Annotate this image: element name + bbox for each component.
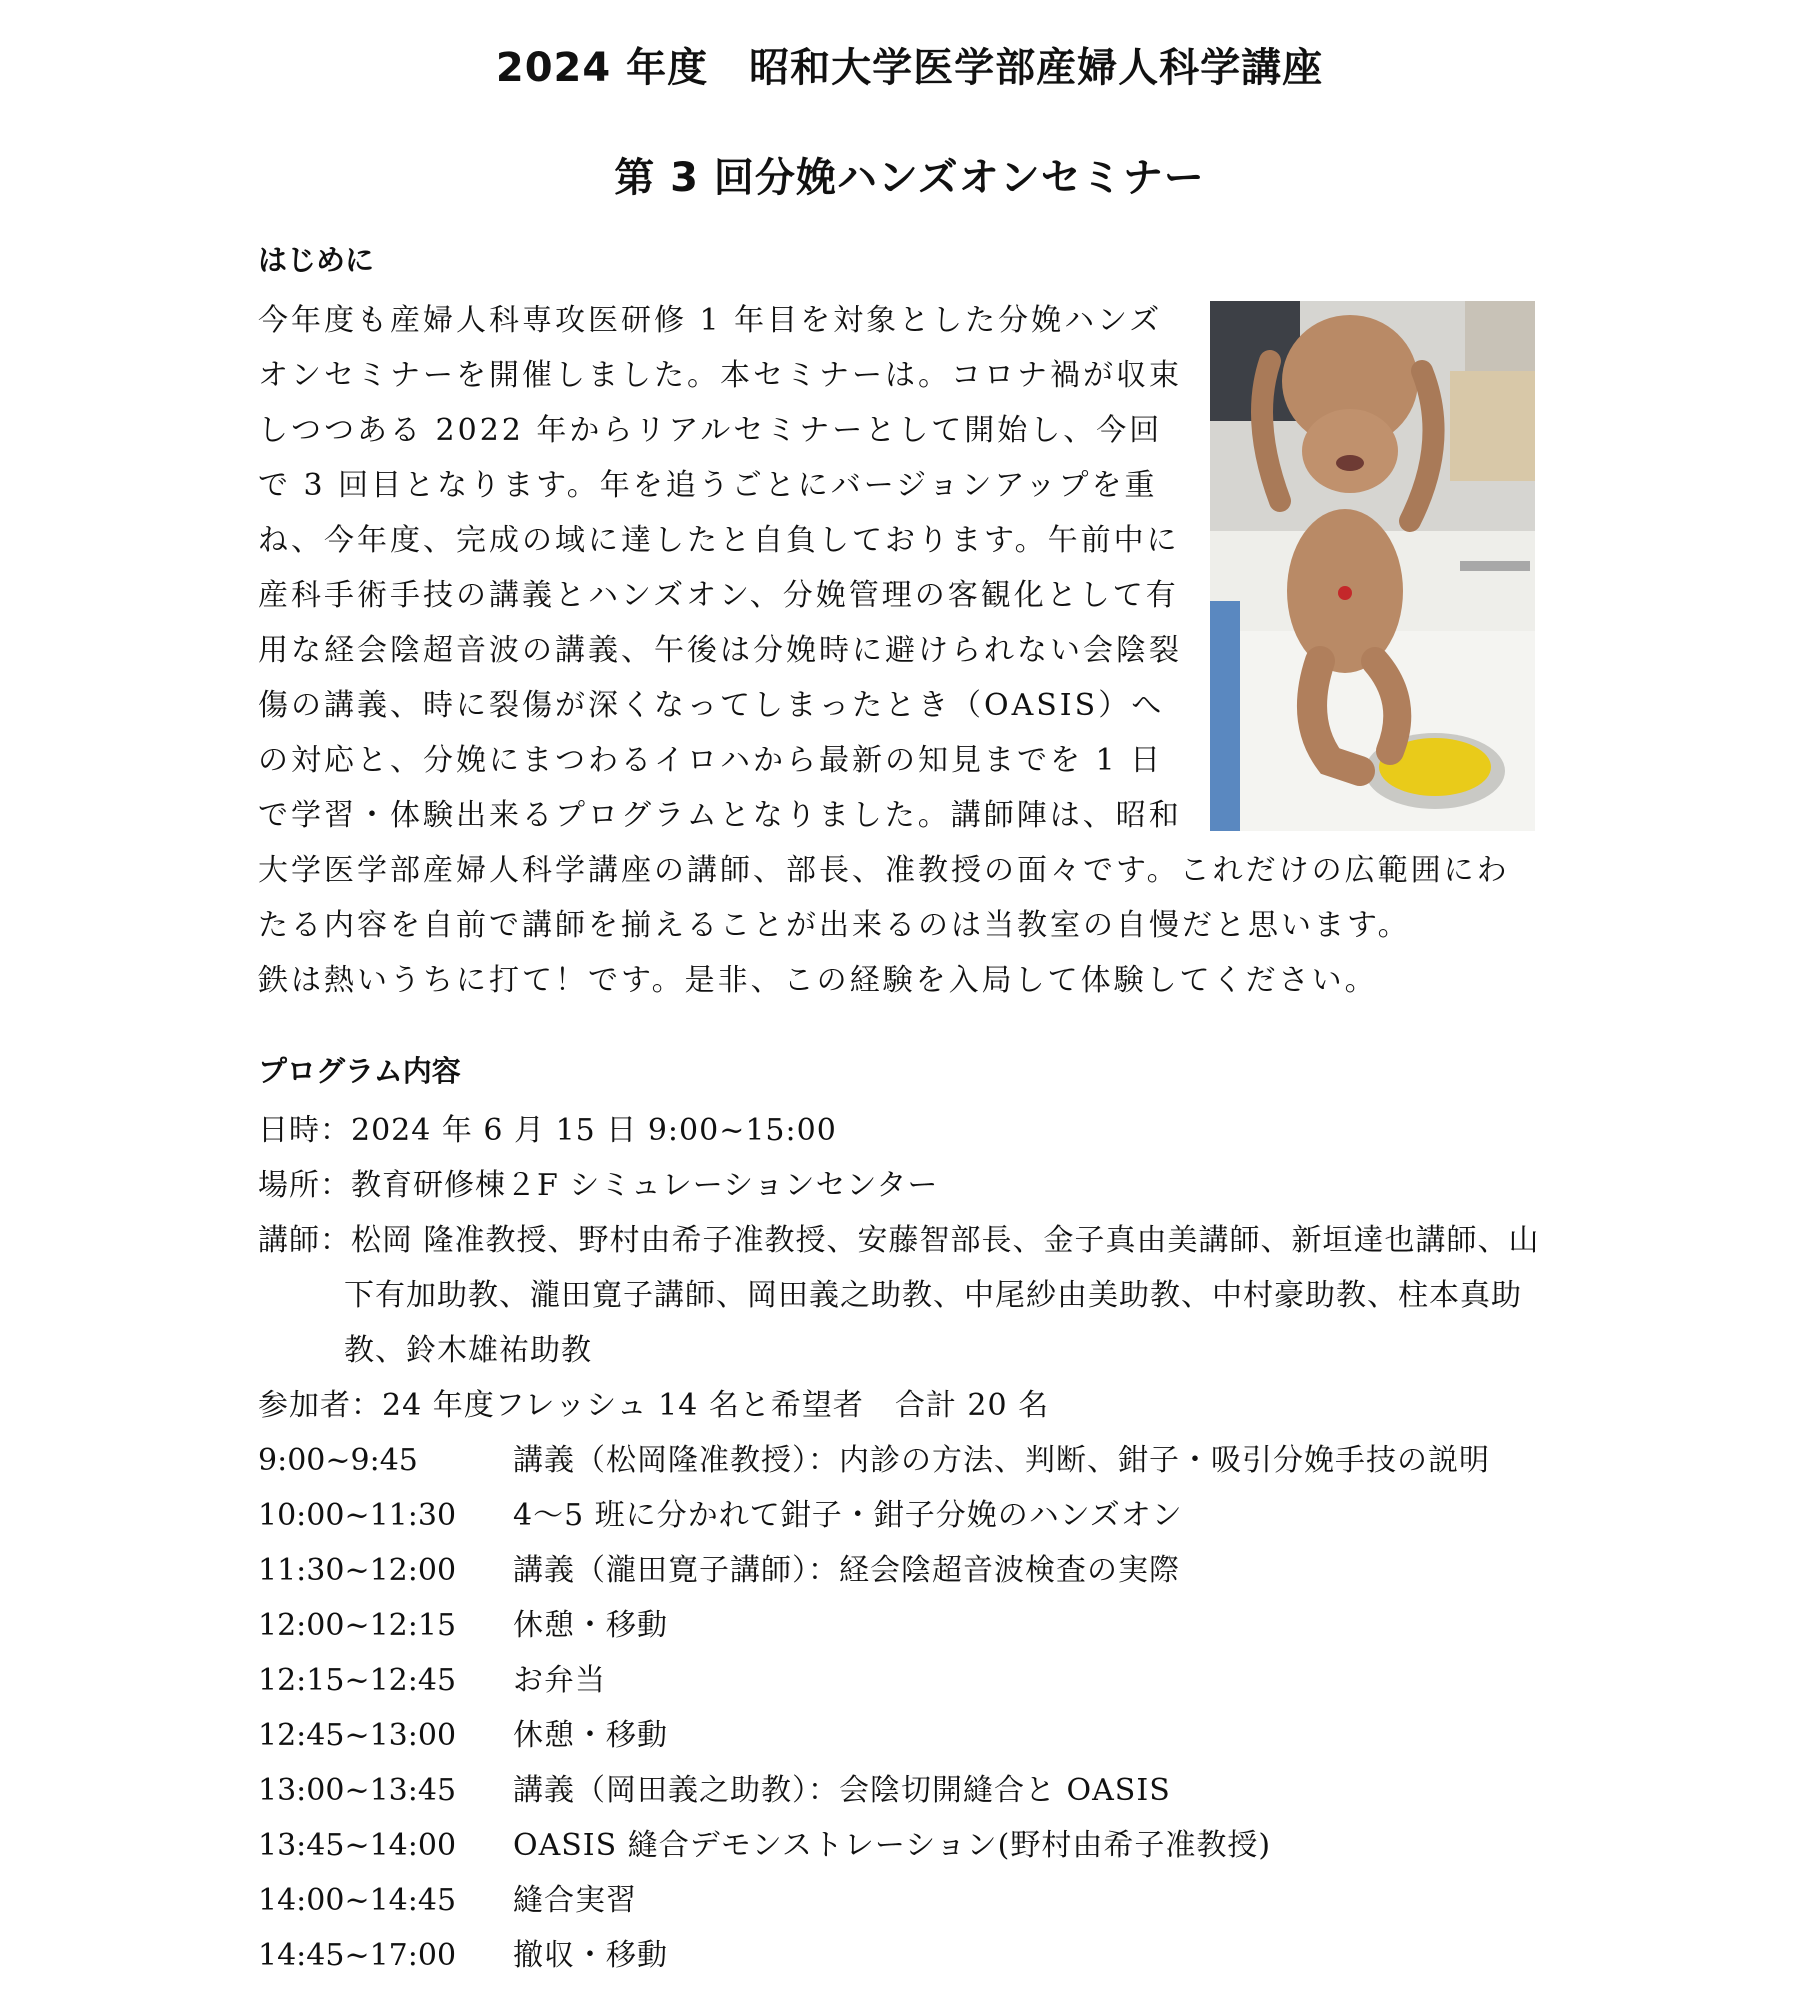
program-heading: プログラム内容	[258, 1054, 461, 1088]
program-date: 日時：2024 年 6 月 15 日 9:00~15:00	[258, 1113, 837, 1148]
schedule-row	[258, 1928, 1541, 1983]
schedule-time: 12:45~13:00	[258, 1718, 457, 1753]
schedule-time: 9:00~9:45	[258, 1443, 418, 1478]
schedule-row	[258, 1818, 1541, 1873]
schedule-row	[258, 1873, 1541, 1928]
schedule-description: 4～5 班に分かれて鉗子・鉗子分娩のハンズオン	[513, 1498, 1183, 1533]
schedule-description: 休憩・移動	[513, 1608, 668, 1643]
schedule-description: 休憩・移動	[513, 1718, 668, 1753]
seminar-photo	[1210, 301, 1535, 831]
intro-heading: はじめに	[258, 243, 375, 277]
program-participants: 参加者：24 年度フレッシュ 14 名と希望者 合計 20 名	[258, 1388, 1050, 1423]
schedule-row	[258, 1433, 1541, 1488]
schedule-description: 縫合実習	[513, 1883, 637, 1918]
seminar-title: 第 3 回分娩ハンズオンセミナー	[614, 155, 1205, 201]
schedule-time: 11:30~12:00	[258, 1553, 457, 1588]
schedule-time: 12:00~12:15	[258, 1608, 457, 1643]
program-place: 場所：教育研修棟２F シミュレーションセンター	[258, 1168, 939, 1203]
schedule-time: 10:00~11:30	[258, 1498, 457, 1533]
schedule-description: 講義（瀧田寛子講師）：経会陰超音波検査の実際	[513, 1553, 1180, 1588]
schedule-row	[258, 1763, 1541, 1818]
program-lecturers: 講師：松岡 隆准教授、野村由希子准教授、安藤智部長、金子真由美講師、新垣達也講師、山下有加助教、瀧田寛子講師、岡田義之助教、中尾紗由美助教、中村豪助教、柱本真助教、鈴木雄祐助教	[258, 1223, 1540, 1368]
schedule-row	[258, 1488, 1541, 1543]
schedule-row	[258, 1543, 1541, 1598]
schedule-row	[258, 1598, 1541, 1653]
schedule-row	[258, 1708, 1541, 1763]
schedule-time: 13:00~13:45	[258, 1773, 457, 1808]
schedule-description: OASIS 縫合デモンストレーション(野村由希子准教授)	[513, 1828, 1272, 1863]
schedule-time: 14:45~17:00	[258, 1938, 457, 1973]
schedule-time: 14:00~14:45	[258, 1883, 457, 1918]
program-details	[258, 1103, 1541, 1983]
schedule-time: 13:45~14:00	[258, 1828, 457, 1863]
intro-section	[258, 293, 1541, 1008]
intro-paragraph: 今年度も産婦人科専攻医研修 1 年目を対象とした分娩ハンズオンセミナーを開催しました。本セミナーは。コロナ禍が収束しつつある 2022 年からリアルセミナーとして開始し、今回で 3 回目となります。年を追うごとにバージョンアップを重ね、今年度、完成の域に達したと自負しております。午前中に産科手術手技の講義とハンズオン、分娩管理の客観化として有用な経会陰超音波の講義、午後は分娩時に避けられない会陰裂傷の講義、時に裂傷が深くなってしまったとき（OASIS）への対応と、分娩にまつわるイロハから最新の知見までを 1 日で学習・体験出来るプログラムとなりました。講師陣は、昭和大学医学部産婦人科学講座の講師、部長、准教授の面々です。これだけの広範囲にわたる内容を自前で講師を揃えることが出来るのは当教室の自慢だと思います。	[258, 303, 1510, 943]
schedule-description: 講義（松岡隆准教授）：内診の方法、判断、鉗子・吸引分娩手技の説明	[513, 1443, 1490, 1478]
document-title: 2024 年度 昭和大学医学部産婦人科学講座	[495, 45, 1324, 91]
mannequin-photo-illustration	[1210, 301, 1535, 831]
schedule-row	[258, 1653, 1541, 1708]
schedule-description: 講義（岡田義之助教）：会陰切開縫合と OASIS	[513, 1773, 1171, 1808]
schedule-time: 12:15~12:45	[258, 1663, 457, 1698]
intro-closing: 鉄は熱いうちに打て！です。是非、この経験を入局して体験してください。	[258, 963, 1378, 998]
schedule-description: 撤収・移動	[513, 1938, 668, 1973]
schedule-description: お弁当	[513, 1663, 606, 1698]
